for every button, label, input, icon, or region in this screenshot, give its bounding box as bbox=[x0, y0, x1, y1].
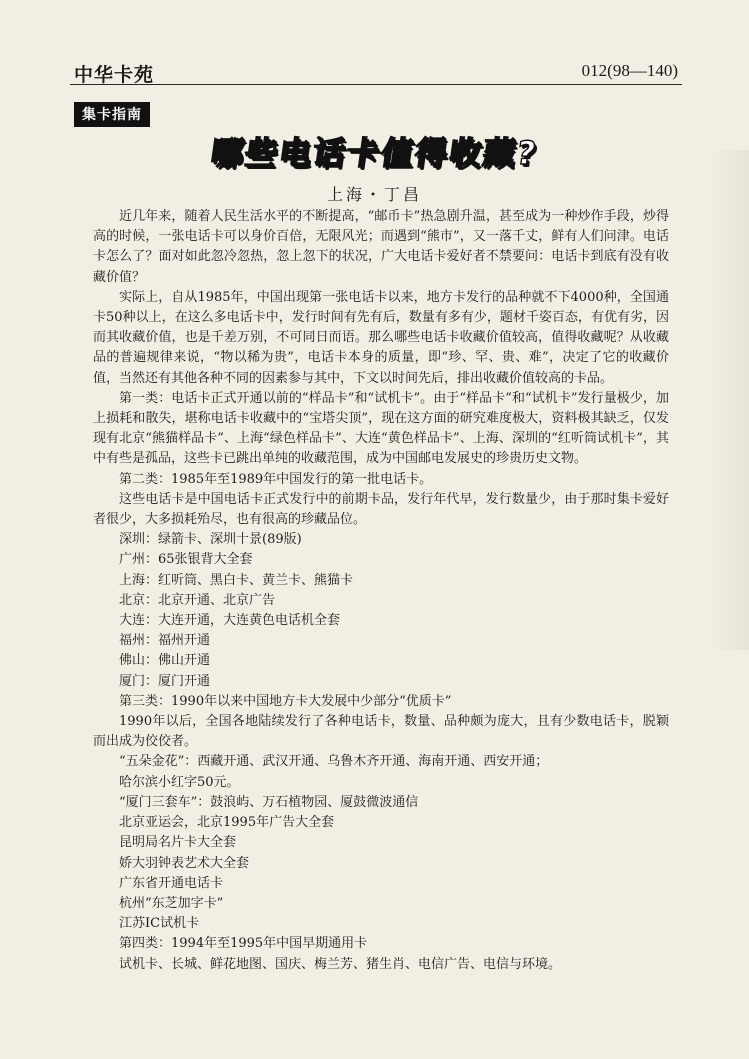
paragraph: 第三类：1990年以来中国地方卡大发展中少部分“优质卡” bbox=[119, 693, 452, 709]
list-item: 广东省开通电话卡 bbox=[119, 875, 224, 891]
list-item: 江苏IC试机卡 bbox=[119, 916, 200, 932]
paragraph: 这些电话卡是中国电话卡正式发行中的前期卡品，发行年代早，发行数量少，由于那时集卡爱好者很少，大多损耗殆尽，也有很高的珍藏品位。 bbox=[93, 491, 669, 528]
list-item: “五朵金花”：西藏开通、武汉开通、乌鲁木齐开通、海南开通、西安开通； bbox=[119, 754, 549, 770]
paragraph: 第一类：电话卡正式开通以前的“样品卡”和“试机卡”。由于“样品卡”和“试机卡”发行量极少，加上损耗和散失，堪称电话卡收藏中的“宝塔尖顶”，现在这方面的研究难度极大，资料极其缺乏，仅发现有北京“熊猫样品卡”、上海“绿色样品卡”、大连“黄色样品卡”、上海、深圳的“红听筒试机卡”，其中有些是孤品，这些卡已跳出单纯的收藏范围，成为中国邮电发展史的珍贵历史文物。 bbox=[93, 390, 669, 467]
list-item: 北京亚运会，北京1995年广告大全套 bbox=[119, 815, 335, 831]
paragraph: 第二类：1985年至1989年中国发行的第一批电话卡。 bbox=[119, 471, 433, 487]
list-item: 哈尔滨小红字50元。 bbox=[119, 774, 240, 790]
list-item: 上海：红听筒、黑白卡、黄兰卡、熊猫卡 bbox=[119, 572, 354, 588]
list-item: 厦门：厦门开通 bbox=[119, 673, 211, 689]
column-tag: 集卡指南 bbox=[74, 102, 150, 127]
list-item: 昆明局名片卡大全套 bbox=[119, 835, 237, 851]
article-title: 哪些电话卡值得收藏? bbox=[208, 134, 541, 172]
list-item: 娇大羽钟表艺术大全套 bbox=[119, 855, 250, 871]
paragraph: 实际上，自从1985年，中国出现第一张电话卡以来，地方卡发行的品种就不下4000种，全国通卡50种以上，在这么多电话卡中，发行时间有先有后，数量有多有少，题材千姿百态，有优有劣，因而其收藏价值，也是千差万别，不可同日而语。那么哪些电话卡收藏价值较高，值得收藏呢？从收藏品的普遍规律来说，“物以稀为贵”，电话卡本身的质量，即“珍、罕、贵、难”，决定了它的收藏价值，当然还有其他各种不同的因素参与其中，下文以时间先后，排出收藏价值较高的卡品。 bbox=[93, 289, 669, 386]
list-item: 深圳：绿箭卡、深圳十景(89版) bbox=[119, 532, 302, 548]
section-name: 中华卡苑 bbox=[74, 64, 155, 86]
page-code: 012(98—140) bbox=[581, 61, 678, 80]
paragraph: 近几年来，随着人民生活水平的不断提高，“邮币卡”热急剧升温，甚至成为一种炒作手段，炒得高的时候，一张电话卡可以身价百倍，无限风光；而遇到“熊市”，又一落千丈，鲜有人们问津。电话卡怎么了？面对如此忽冷忽热，忽上忽下的状况，广大电话卡爱好者不禁要问：电话卡到底有没有收藏价值？ bbox=[93, 209, 669, 285]
article-author: 上海・丁昌 bbox=[326, 185, 422, 204]
list-item: 广州：65张银背大全套 bbox=[119, 552, 253, 568]
paragraph: 第四类：1994年至1995年中国早期通用卡 bbox=[119, 936, 368, 952]
list-item: 佛山：佛山开通 bbox=[119, 653, 211, 669]
paragraph: 1990年以后，全国各地陆续发行了各种电话卡，数量、品种颇为庞大，且有少数电话卡，脱颖而出成为佼佼者。 bbox=[93, 714, 669, 750]
list-item: 试机卡、长城、鲜花地图、国庆、梅兰芳、猪生肖、电信广告、电信与环境。 bbox=[119, 956, 562, 972]
list-item: 大连：大连开通，大连黄色电话机全套 bbox=[119, 613, 341, 629]
article-body bbox=[93, 207, 669, 975]
list-item: 北京：北京开通、北京广告 bbox=[119, 592, 276, 608]
list-item: “厦门三套车”：鼓浪屿、万石植物园、厦鼓微波通信 bbox=[119, 794, 419, 810]
page-header bbox=[70, 60, 682, 85]
list-item: 杭州“东芝加字卡” bbox=[119, 895, 224, 911]
page-edge-shadow bbox=[709, 150, 749, 650]
list-item: 福州：福州开通 bbox=[119, 633, 211, 649]
